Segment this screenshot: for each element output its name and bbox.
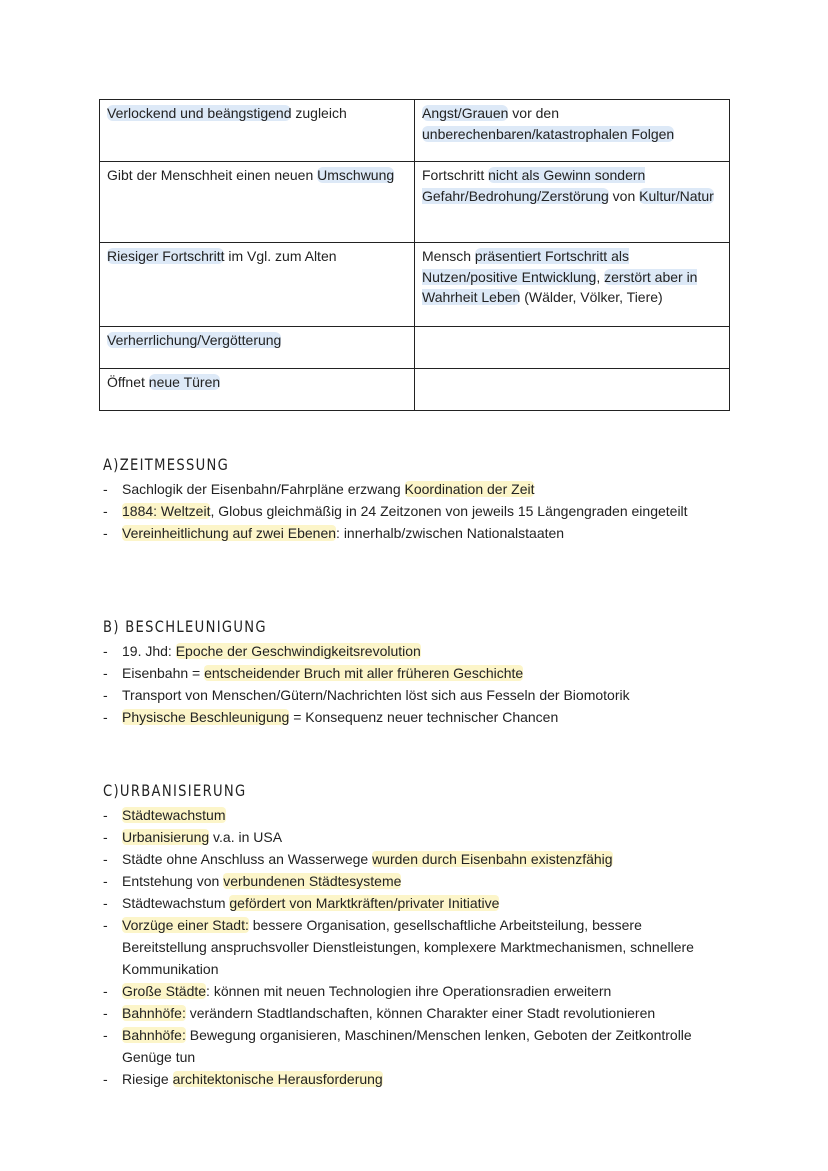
highlighted-text: Verlockend und beängstigend — [107, 105, 292, 121]
highlighted-text: 1884: Weltzeit — [122, 503, 211, 519]
cell-right — [415, 243, 730, 327]
text: = Konsequenz neuer technischer Chancen — [289, 709, 559, 725]
highlighted-text: Kultur/Natur — [639, 187, 714, 204]
highlighted-text: Bahnhöfe: — [122, 1005, 186, 1021]
dash-bullet-icon: - — [103, 643, 108, 659]
cell-left — [100, 100, 415, 162]
section-heading: B) BESCHLEUNIGUNG — [103, 617, 267, 636]
list-item — [103, 980, 723, 1002]
text: , Globus gleichmäßig in 24 Zeitzonen von jeweils 15 Längengraden eingeteilt — [210, 503, 688, 519]
highlighted-text: unberechenbaren/katastrophalen Folgen — [422, 125, 675, 142]
highlighted-text: verbundenen Städtesysteme — [223, 873, 402, 889]
bullet-list — [103, 640, 723, 728]
table-row — [100, 327, 730, 369]
list-item — [103, 1068, 723, 1090]
text: Bewegung organisieren, Maschinen/Menschen lenken, Geboten der Zeitkontrolle Genüge tun — [122, 1027, 692, 1065]
list-item — [103, 914, 723, 980]
dash-bullet-icon: - — [103, 895, 108, 911]
highlighted-text: Vorzüge einer Stadt: — [122, 917, 249, 933]
dash-bullet-icon: - — [103, 873, 108, 889]
text: Entstehung von — [122, 873, 224, 889]
text: Transport von Menschen/Gütern/Nachrichten löst sich aus Fesseln der Biomotorik — [122, 687, 630, 703]
text: von — [608, 187, 640, 204]
table-row — [100, 162, 730, 243]
highlighted-text: präsentiert Fortschritt als Nutzen/positive Entwicklung — [422, 248, 629, 285]
highlighted-text: Riesiger Fortschritt — [107, 248, 225, 264]
text: (Wälder, Völker, Tiere) — [520, 289, 663, 305]
highlighted-text: Koordination der Zeit — [404, 481, 535, 497]
list-item — [103, 892, 723, 914]
list-item — [103, 640, 723, 662]
cell-right — [415, 369, 730, 411]
text: vor den — [508, 105, 559, 121]
cell-right — [415, 162, 730, 243]
text: zugleich — [291, 105, 347, 121]
highlighted-text: Urbanisierung — [122, 829, 210, 845]
list-item — [103, 522, 723, 544]
section-heading: A)ZEITMESSUNG — [103, 455, 230, 474]
highlighted-text: Epoche der Geschwindigkeitsrevolution — [175, 643, 421, 659]
text: Riesige — [122, 1071, 173, 1087]
highlighted-text: Verherrlichung/Vergötterung — [107, 332, 282, 348]
list-item — [103, 870, 723, 892]
dash-bullet-icon: - — [103, 983, 108, 999]
highlighted-text: architektonische Herausforderung — [172, 1071, 383, 1087]
comparison-table — [99, 99, 730, 411]
dash-bullet-icon: - — [103, 665, 108, 681]
dash-bullet-icon: - — [103, 917, 108, 933]
section-urbanisierung — [103, 781, 723, 1090]
list-item — [103, 500, 723, 522]
highlighted-text: zerstört aber in Wahrheit Leben — [422, 268, 698, 305]
highlighted-text: gefördert von Marktkräften/privater Initiative — [229, 895, 500, 911]
list-item — [103, 662, 723, 684]
dash-bullet-icon: - — [103, 687, 108, 703]
text: verändern Stadtlandschaften, können Charakter einer Stadt revolutionieren — [185, 1005, 656, 1021]
dash-bullet-icon: - — [103, 807, 108, 823]
list-item — [103, 826, 723, 848]
dash-bullet-icon: - — [103, 503, 108, 519]
cell-right — [415, 327, 730, 369]
text: 19. Jhd: — [122, 643, 176, 659]
text: Gibt der Menschheit einen neuen — [107, 167, 318, 183]
text: : innerhalb/zwischen Nationalstaaten — [336, 525, 565, 541]
highlighted-text: Bahnhöfe: — [122, 1027, 186, 1043]
highlighted-text: Physische Beschleunigung — [122, 709, 290, 725]
text: Fortschritt — [422, 167, 489, 183]
highlighted-text: Vereinheitlichung auf zwei Ebenen — [122, 525, 337, 541]
highlighted-text: neue Türen — [148, 374, 221, 390]
highlighted-text: Große Städte — [122, 983, 207, 999]
highlighted-text: Städtewachstum — [122, 807, 226, 823]
table-row — [100, 100, 730, 162]
dash-bullet-icon: - — [103, 709, 108, 725]
cell-left — [100, 369, 415, 411]
highlighted-text: nicht als Gewinn sondern Gefahr/Bedrohung/Zerstörung — [422, 167, 646, 204]
dash-bullet-icon: - — [103, 1005, 108, 1021]
highlighted-text: entscheidender Bruch mit aller früheren Geschichte — [204, 665, 524, 681]
list-item — [103, 804, 723, 826]
cell-left — [100, 243, 415, 327]
dash-bullet-icon: - — [103, 1027, 108, 1043]
list-item — [103, 1024, 723, 1068]
text: bessere Organisation, gesellschaftliche Arbeitsteilung, bessere Bereitstellung anspruchsvoller Dienstleistungen, komplexere Marktmechanismen, schnellere Kommunikation — [122, 917, 694, 977]
text: v.a. in USA — [209, 829, 283, 845]
text: : können mit neuen Technologien ihre Operationsradien erweitern — [206, 983, 612, 999]
dash-bullet-icon: - — [103, 1071, 108, 1087]
text: Mensch — [422, 248, 475, 264]
section-zeitmessung — [103, 455, 723, 544]
text: Städte ohne Anschluss an Wasserwege — [122, 851, 373, 867]
section-heading: C)URBANISIERUNG — [103, 781, 247, 800]
text: im Vgl. zum Alten — [224, 248, 337, 264]
dash-bullet-icon: - — [103, 481, 108, 497]
text: , — [596, 268, 605, 285]
dash-bullet-icon: - — [103, 851, 108, 867]
text: Öffnet — [107, 374, 149, 390]
list-item — [103, 848, 723, 870]
bullet-list — [103, 804, 723, 1090]
highlighted-text: wurden durch Eisenbahn existenzfähig — [372, 851, 613, 867]
table-row — [100, 369, 730, 411]
cell-right — [415, 100, 730, 162]
cell-left — [100, 327, 415, 369]
list-item — [103, 478, 723, 500]
list-item — [103, 706, 723, 728]
list-item — [103, 684, 723, 706]
text: Städtewachstum — [122, 895, 230, 911]
cell-left — [100, 162, 415, 243]
text: Eisenbahn = — [122, 665, 205, 681]
section-beschleunigung — [103, 617, 723, 728]
dash-bullet-icon: - — [103, 829, 108, 845]
highlighted-text: Angst/Grauen — [422, 105, 509, 121]
highlighted-text: Umschwung — [317, 167, 395, 183]
table-row — [100, 243, 730, 327]
text: Sachlogik der Eisenbahn/Fahrpläne erzwang — [122, 481, 405, 497]
dash-bullet-icon: - — [103, 525, 108, 541]
list-item — [103, 1002, 723, 1024]
bullet-list — [103, 478, 723, 544]
